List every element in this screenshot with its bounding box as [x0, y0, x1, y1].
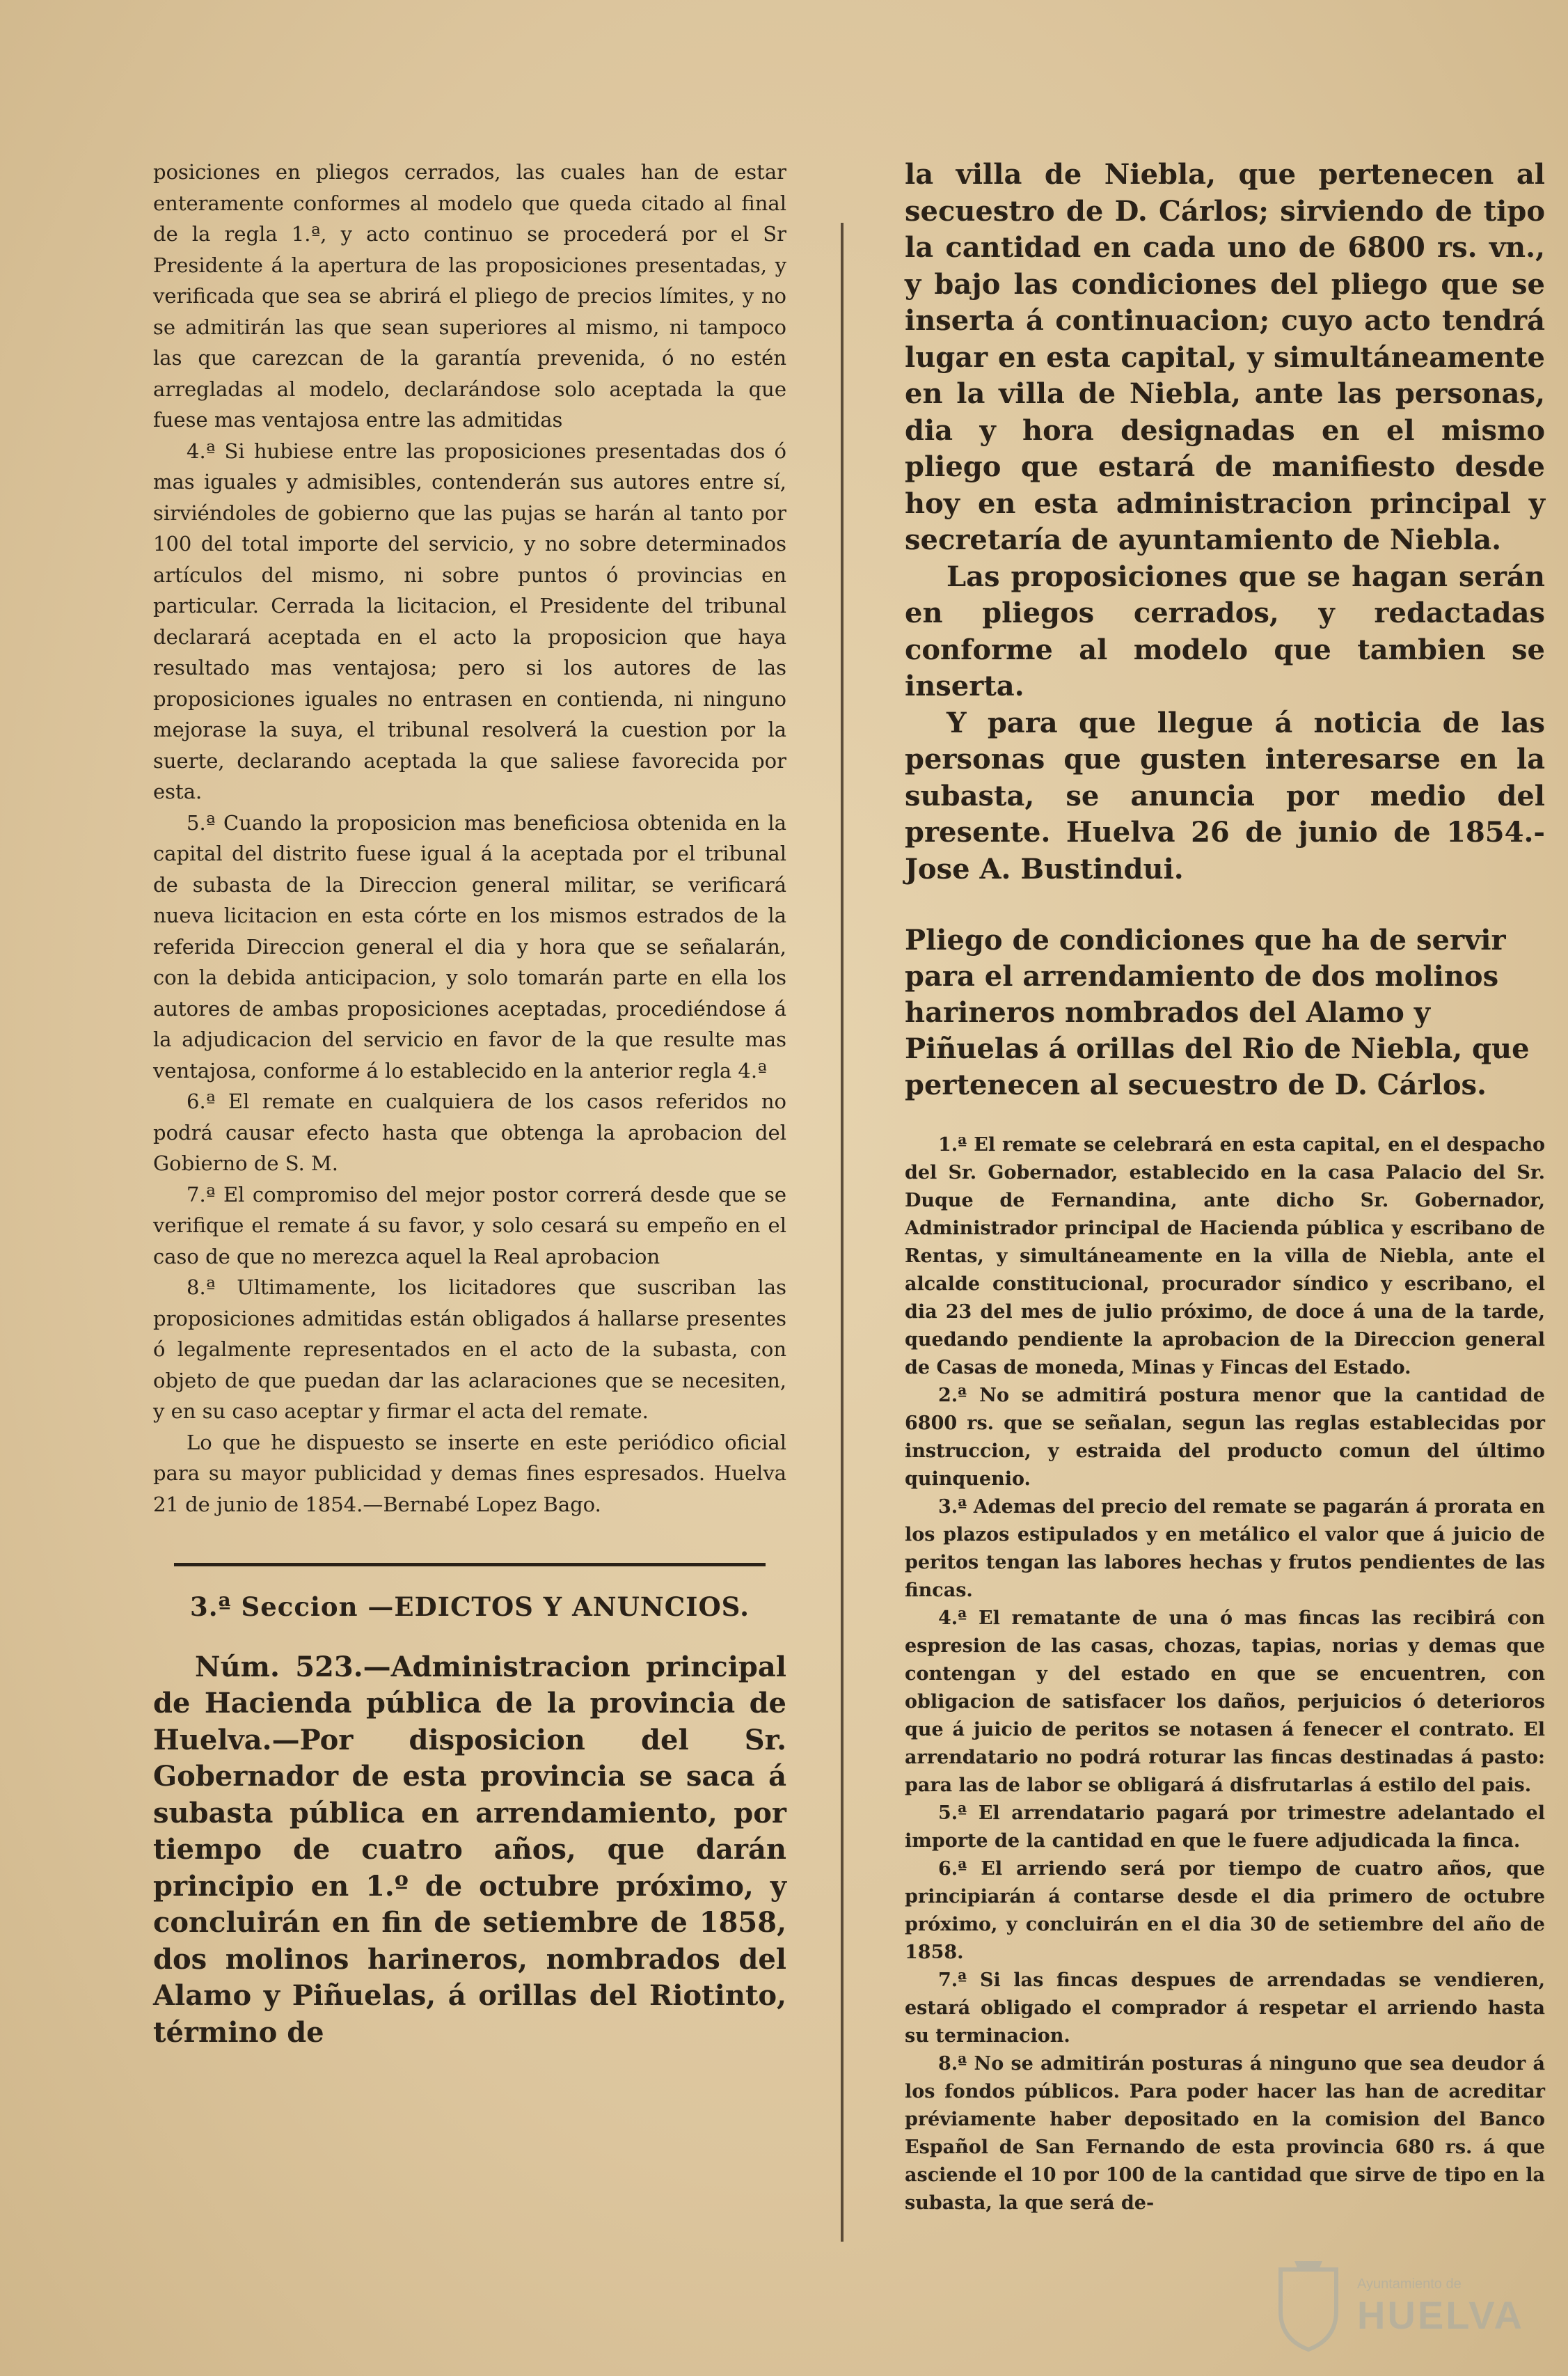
rule-4-paragraph: 4.ª Si hubiese entre las proposiciones presentadas dos ó mas iguales y admisibles, contenderán sus autores entre sí, sirviéndoles de gobierno que las pujas se harán al tanto por 100 del total importe del servicio, y no sobre determinados artículos del mismo, ni sobre puntos ó provincias en particular. Cerrada la licitacion, el Presidente del tribunal declarará aceptada en el acto la proposicion que haya resultado mas ventajosa; pero si los autores de las proposiciones iguales no entrasen en contienda, ni ninguno mejorase la suya, el tribunal resolverá la cuestion por la suerte, declarando aceptada la que saliese favorecida por esta. [153, 439, 786, 803]
condition-item: 1.ª El remate se celebrará en esta capital, en el despacho del Sr. Gobernador, establecido en la casa Palacio del Sr. Duque de Fernandina, ante dicho Sr. Gobernador, Administrador principal de Hacienda pública y escribano de Rentas, y simultáneamente en la villa de Niebla, ante el alcalde constitucional, procurador síndico y escribano, el dia 23 del mes de julio próximo, de doce á una de la tarde, quedando pendiente la aprobacion de la Direccion general de Casas de moneda, Minas y Fincas del Estado. [905, 1134, 1545, 1378]
left-column [153, 157, 786, 2051]
watermark-line-1: Ayuntamiento de [1357, 2276, 1462, 2292]
column-divider [841, 223, 844, 2242]
notice-signature-paragraph: Y para que llegue á noticia de las personas que gusten interesarse en la subasta, se anuncia por medio del presente. Huelva 26 de junio de 1854.-Jose A. Bustindui. [905, 706, 1545, 886]
announcement-block [153, 1649, 786, 2052]
announcement-continuation-block [905, 157, 1545, 888]
watermark-line-2: HUELVA [1357, 2293, 1524, 2337]
rule-8-paragraph: 8.ª Ultimamente, los licitadores que suscriban las proposiciones admitidas están obligados á hallarse presentes ó legalmente representados en el acto de la subasta, con objeto de que puedan dar las aclaraciones que se necesiten, y en su caso aceptar y firmar el acta del remate. [153, 1275, 786, 1423]
condition-item: 4.ª El rematante de una ó mas fincas las recibirá con espresion de las casas, chozas, tapias, norias y demas que contengan y del estado en que se encuentren, con obligacion de satisfacer los daños, perjuicios ó deterioros que á juicio de peritos se notasen á fenecer el contrato. El arrendatario no podrá roturar las fincas destinadas á pasto: para las de labor se obligará á disfrutarlas á estilo del pais. [905, 1607, 1545, 1796]
proposals-paragraph: Las proposiciones que se hagan serán en pliegos cerrados, y redactadas conforme al modelo que tambien se inserta. [905, 560, 1545, 702]
right-column [905, 157, 1545, 2217]
coat-of-arms-icon [1274, 2256, 1343, 2353]
section-title: 3.ª Seccion —EDICTOS Y ANUNCIOS. [190, 1591, 750, 1622]
horizontal-rule [174, 1563, 766, 1566]
closing-signature-paragraph: Lo que he dispuesto se inserte en este periódico oficial para su mayor publicidad y demas fines espresados. Huelva 21 de junio de 1854.—Bernabé Lopez Bago. [153, 1430, 786, 1516]
announcement-paragraph: Núm. 523.—Administracion principal de Hacienda pública de la provincia de Huelva.—Por disposicion del Sr. Gobernador de esta provincia se saca á subasta pública en arrendamiento, por tiempo de cuatro años, que darán principio en 1.º de octubre próximo, y concluirán en fin de setiembre de 1858, dos molinos harineros, nombrados del Alamo y Piñuelas, á orillas del Riotinto, término de [153, 1650, 786, 2049]
condition-item: 3.ª Ademas del precio del remate se pagarán á prorata en los plazos estipulados y en metálico el valor que á juicio de peritos tengan las labores hechas y frutos pendientes de las fincas. [905, 1496, 1545, 1601]
condition-item: 6.ª El arriendo será por tiempo de cuatro años, que principiarán á contarse desde el dia primero de octubre próximo, y concluirán en el dia 30 de setiembre del año de 1858. [905, 1858, 1545, 1963]
condition-item: 2.ª No se admitirá postura menor que la cantidad de 6800 rs. que se señalan, segun las reglas establecidas por instruccion, y estraida del producto comun del último quinquenio. [905, 1385, 1545, 1490]
condition-item: 8.ª No se admitirán posturas á ninguno que sea deudor á los fondos públicos. Para poder hacer las han de acreditar préviamente haber depositado en la comision del Banco Español de San Fernando de esta provincia 680 rs. á que asciende el 10 por 100 de la cantidad que sirve de tipo en la subasta, la que será de- [905, 2053, 1545, 2214]
rule-6-paragraph: 6.ª El remate en cualquiera de los casos referidos no podrá causar efecto hasta que obtenga la aprobacion del Gobierno de S. M. [153, 1089, 786, 1175]
watermark-logo [1274, 2256, 1552, 2360]
announcement-continuation: la villa de Niebla, que pertenecen al secuestro de D. Cárlos; sirviendo de tipo la cantidad en cada uno de 6800 rs. vn., y bajo las condiciones del pliego que se inserta á continuacion; cuyo acto tendrá lugar en esta capital, y simultáneamente en la villa de Niebla, ante las personas, dia y hora designadas en el mismo pliego que estará de manifiesto desde hoy en esta administracion principal y secretaría de ayuntamiento de Niebla. [905, 158, 1545, 556]
condition-item: 7.ª Si las fincas despues de arrendadas se vendieren, estará obligado el comprador á respetar el arriendo hasta su terminacion. [905, 1969, 1545, 2047]
rule-5-paragraph: 5.ª Cuando la proposicion mas beneficiosa obtenida en la capital del distrito fuese igual á la aceptada por el tribunal de subasta de la Direccion general militar, se verificará nueva licitacion en esta córte en los mismos estrados de la referida Direccion general el dia y hora que se señalarán, con la debida anticipacion, y solo tomarán parte en ella los autores de ambas proposiciones aceptadas, procediéndose á la adjudicacion del servicio en favor de la que resulte mas ventajosa, conforme á lo establecido en la anterior regla 4.ª [153, 810, 786, 1083]
rule-7-paragraph: 7.ª El compromiso del mejor postor correrá desde que se verifique el remate á su favor, y solo cesará su empeño en el caso de que no merezca aquel la Real aprobacion [153, 1182, 786, 1268]
conditions-heading: Pliego de condiciones que ha de servir para el arrendamiento de dos molinos harineros nombrados del Alamo y Piñuelas á orillas del Rio de Niebla, que pertenecen al secuestro de D. Cárlos. [905, 924, 1530, 1101]
watermark-text [1357, 2276, 1524, 2338]
condition-item: 5.ª El arrendatario pagará por trimestre adelantado el importe de la cantidad en que le fuere adjudicada la finca. [905, 1802, 1545, 1852]
conditions-list [905, 1131, 1545, 2217]
paragraph-continuation: posiciones en pliegos cerrados, las cuales han de estar enteramente conformes al modelo que queda citado al final de la regla 1.ª, y acto continuo se procederá por el Sr Presidente á la apertura de las proposiciones presentadas, y verificada que sea se abrirá el pliego de precios límites, y no se admitirán las que sean superiores al mismo, ni tampoco las que carezcan de la garantía prevenida, ó no estén arregladas al modelo, declarándose solo aceptada la que fuese mas ventajosa entre las admitidas [153, 160, 786, 432]
